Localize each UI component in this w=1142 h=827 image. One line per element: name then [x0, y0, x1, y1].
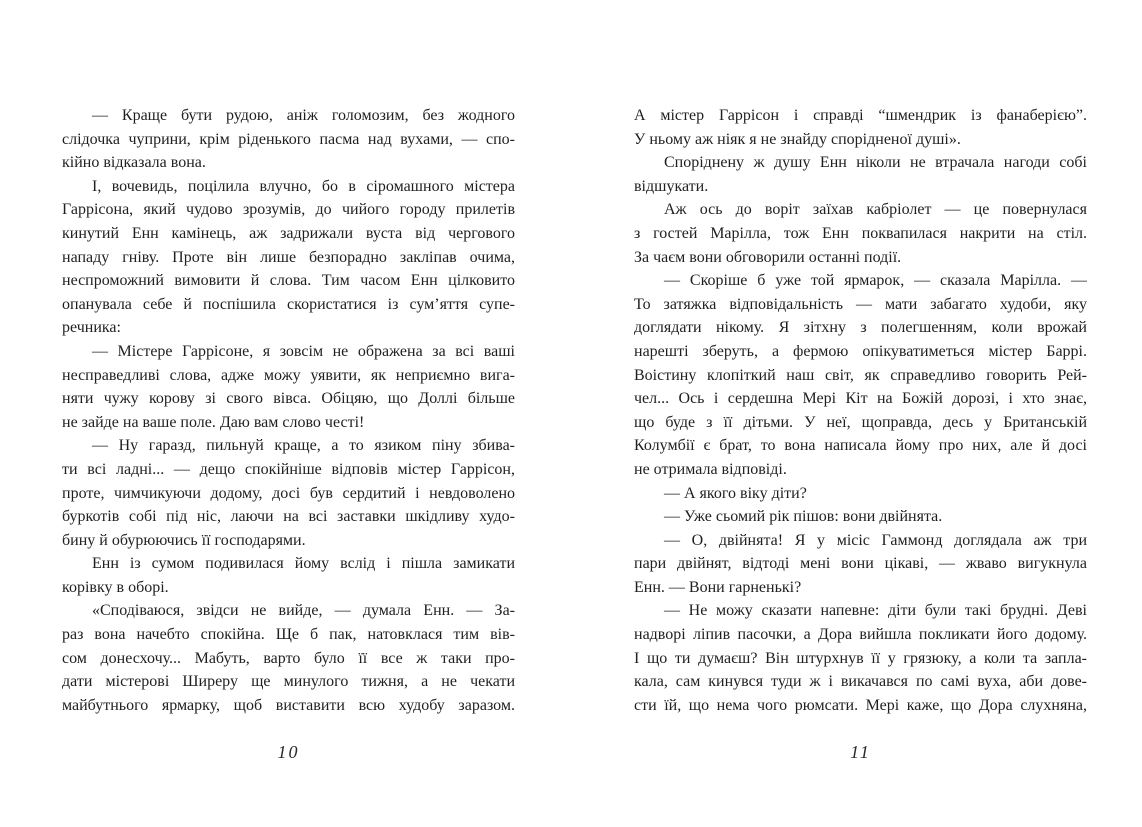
- text-line: не зайде на ваше поле. Даю вам слово честі!: [62, 413, 365, 431]
- text-line: Воістину клопіткий наш світ, як справедливо говорить Рей-: [634, 366, 1087, 384]
- paragraph: [634, 151, 1087, 198]
- text-line: няти чужу корову зі свого вівса. Обіцяю, що Доллі більше: [62, 390, 515, 408]
- text-line: Колумбії є брат, то вона написала йому про них, але й досі: [634, 437, 1087, 455]
- text-line: кинутий Енн камінець, аж задрижали вуста від чергового: [62, 224, 515, 242]
- text-line: «Сподіваюся, звідси не вийде, — думала Енн. — За-: [92, 602, 515, 620]
- book-page-left: [62, 104, 515, 717]
- text-line: За чаєм вони обговорили останні події.: [634, 248, 902, 266]
- text-line: нарешті зберуть, а фермою опікуватиметься містер Баррі.: [634, 342, 1087, 360]
- text-line: опанувала себе й поспішила скористатися із сум’яття супе-: [62, 295, 515, 313]
- text-line: Енн із сумом подивилася йому вслід і пішла замикати: [92, 555, 515, 573]
- text-line: Аж ось до воріт заїхав кабріолет — це повернулася: [664, 201, 1087, 219]
- text-line: Енн. — Вони гарненькі?: [634, 578, 802, 596]
- text-line: кійно відказала вона.: [62, 154, 206, 172]
- text-line: нападу гніву. Проте він лише безпорадно закліпав очима,: [62, 248, 515, 266]
- text-line: пари двійнят, відтоді мені вони цікаві, — жваво вигукнула: [634, 555, 1087, 573]
- text-line: — Уже сьомий рік пішов: вони двійнята.: [664, 508, 943, 526]
- text-line: речника:: [62, 319, 121, 337]
- text-line: корівку в оборі.: [62, 578, 169, 596]
- paragraph: [634, 269, 1087, 481]
- text-line: ти всі ладні... — дещо спокійніше відповів містер Гаррісон,: [62, 460, 515, 478]
- text-line: дати містерові Ширеру ще минулого тижня, а не чекати: [62, 673, 515, 691]
- text-line: буркотів собі під ніс, лаючи на всі заставки шкідливу худо-: [62, 508, 515, 526]
- text-line: чел... Ось і сердешна Мері Кіт на Божій дорозі, і хто знає,: [634, 390, 1087, 408]
- paragraph: [62, 340, 515, 434]
- text-line: несправедливі слова, адже можу уявити, як неприємно вига-: [62, 366, 515, 384]
- page-number-left: 10: [277, 742, 300, 762]
- paragraph: [62, 104, 515, 175]
- paragraph: [62, 175, 515, 340]
- text-line: майбутнього ярмарку, щоб виставити всю худобу заразом.: [62, 696, 515, 714]
- text-line: І, вочевидь, поцілила влучно, бо в сіромашного містера: [92, 177, 515, 195]
- text-line: І що ти думаєш? Він штурхнув її у грязюку, а коли та запла-: [634, 649, 1087, 667]
- text-line: що буде з її дітьми. У неї, щоправда, десь у Британській: [634, 413, 1087, 431]
- paragraph: [62, 552, 515, 599]
- text-line: кала, сам кинувся туди ж і викачався по самі вуха, аби дове-: [634, 673, 1087, 691]
- text-line: бину й обурюючись її господарями.: [62, 531, 306, 549]
- text-line: — Скоріше б уже той ярмарок, — сказала Марілла. —: [664, 272, 1087, 290]
- text-line: з гостей Марілла, тож Енн поквапилася накрити на стіл.: [634, 224, 1087, 242]
- text-line: відшукати.: [634, 177, 709, 195]
- text-line: доглядати нікому. Я зітхну з полегшенням, коли врожай: [634, 319, 1087, 337]
- paragraph: [634, 599, 1087, 717]
- text-line: То затяжка відповідальність — мати забагато худоби, яку: [634, 295, 1087, 313]
- text-line: раз вона начебто спокійна. Ще б пак, натовклася тим вів-: [62, 626, 515, 644]
- text-line: — Містере Гаррісоне, я зовсім не ображена за всі ваші: [92, 342, 515, 360]
- paragraph: [62, 599, 515, 717]
- text-line: сти їй, що нема чого рюмсати. Мері каже, що Дора слухняна,: [634, 696, 1087, 714]
- paragraph: [634, 529, 1087, 600]
- text-line: Гаррісона, який чудово зрозумів, до чийого городу прилетів: [62, 201, 515, 219]
- paragraph: [634, 104, 1087, 151]
- text-line: — О, двійнята! Я у місіс Гаммонд доглядала аж три: [664, 531, 1087, 549]
- text-line: не отримала відповіді.: [634, 460, 787, 478]
- paragraph: [634, 505, 1087, 529]
- paragraph: [634, 482, 1087, 506]
- text-line: Споріднену ж душу Енн ніколи не втрачала нагоди собі: [664, 154, 1087, 172]
- text-line: неспроможний вимовити й слова. Тим часом Енн цілковито: [62, 272, 515, 290]
- text-line: — Не можу сказати напевне: діти були такі брудні. Деві: [664, 602, 1087, 620]
- paragraph: [634, 198, 1087, 269]
- text-line: сом донесхочу... Мабуть, варто було її все ж таки про-: [62, 649, 515, 667]
- text-line: надворі ліпив пасочки, а Дора вийшла покликати його додому.: [634, 626, 1087, 644]
- text-line: — Ну гаразд, пильнуй краще, а то язиком піну збива-: [92, 437, 515, 455]
- text-line: У ньому аж ніяк я не знайду спорідненої душі».: [634, 130, 961, 148]
- paragraph: [62, 434, 515, 552]
- text-line: А містер Гаррісон і справді “шмендрик із фанаберією”.: [634, 107, 1087, 124]
- page-number-right: 11: [850, 742, 871, 762]
- book-page-right: [634, 104, 1087, 717]
- text-line: слідочка чуприни, крім ріденького пасма над вухами, — спо-: [62, 130, 515, 148]
- text-line: — Краще бути рудою, аніж голомозим, без жодного: [92, 107, 515, 124]
- text-line: проте, чимчикуючи додому, досі був сердитий і невдоволено: [62, 484, 515, 502]
- text-line: — А якого віку діти?: [664, 484, 807, 502]
